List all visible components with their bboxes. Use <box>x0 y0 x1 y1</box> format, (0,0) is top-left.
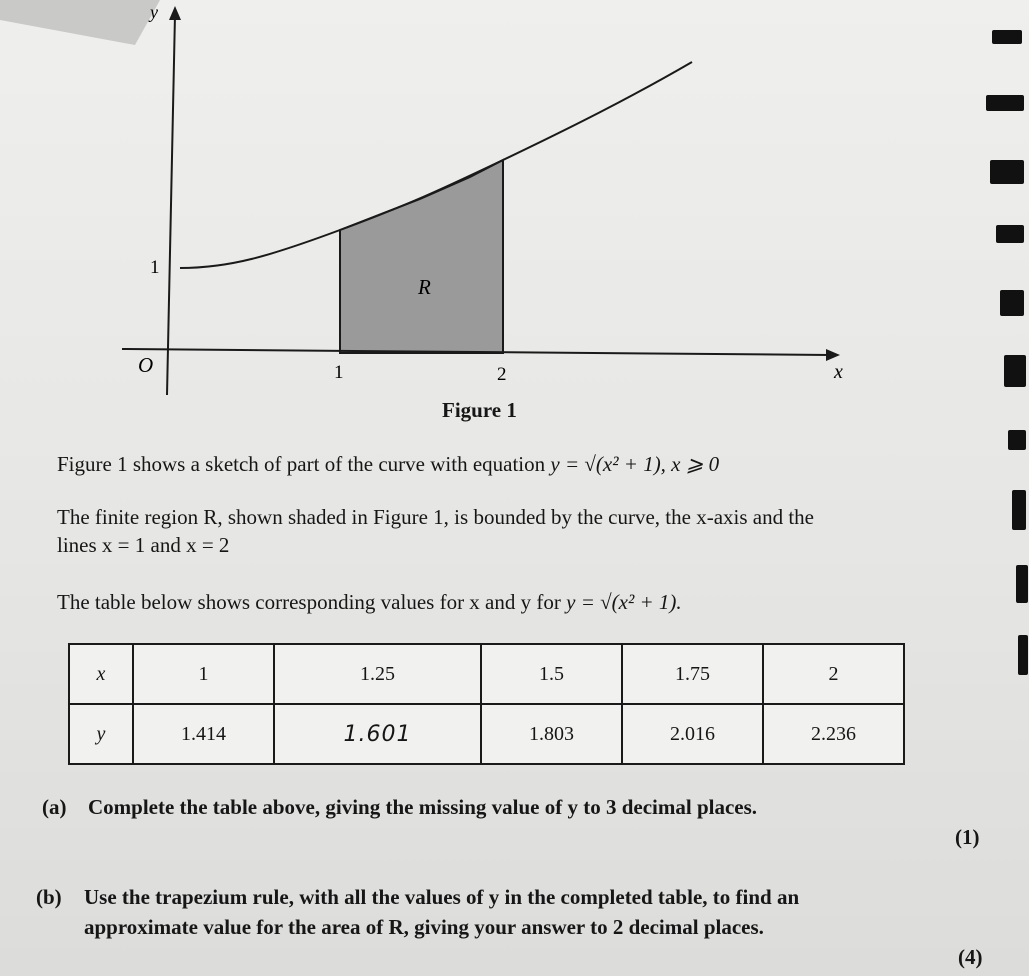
y-value: 2.016 <box>622 704 763 764</box>
x-value: 2 <box>763 644 904 704</box>
y-value: 2.236 <box>763 704 904 764</box>
y-header: y <box>69 704 133 764</box>
question-a-label: (a) <box>42 795 67 819</box>
x-value: 1 <box>133 644 274 704</box>
x-axis-arrow <box>826 349 840 361</box>
y-value: 1.414 <box>133 704 274 764</box>
table-intro-equation: y = √(x² + 1). <box>566 590 682 614</box>
binding-mark <box>1008 430 1026 450</box>
x-axis-label: x <box>834 361 843 383</box>
y-tick-label: 1 <box>150 257 160 278</box>
x-value: 1.5 <box>481 644 622 704</box>
x-tick-label-2: 2 <box>497 364 507 385</box>
y-value: 1.803 <box>481 704 622 764</box>
curve-equation: y = √(x² + 1), x ⩾ 0 <box>550 452 720 476</box>
table-intro <box>57 590 682 615</box>
x-value: 1.75 <box>622 644 763 704</box>
question-b-marks: (4) <box>958 945 983 969</box>
x-value: 1.25 <box>274 644 481 704</box>
region-r-shading <box>340 160 503 353</box>
binding-mark <box>1016 565 1028 603</box>
y-value-handwritten[interactable]: 1.601 <box>274 704 481 764</box>
x-row <box>69 644 904 704</box>
y-axis-arrow <box>169 6 181 20</box>
binding-mark <box>1012 490 1026 530</box>
y-axis <box>167 14 175 395</box>
y-axis-label: y <box>150 2 158 22</box>
question-a-text: Complete the table above, giving the missing value of y to 3 decimal places. <box>88 795 758 819</box>
table-intro-text: The table below shows corresponding values for x and y for <box>57 590 567 614</box>
x-header: x <box>69 644 133 704</box>
binding-mark <box>1018 635 1028 675</box>
x-tick-label-1: 1 <box>334 362 344 383</box>
region-line-2: lines x = 1 and x = 2 <box>57 533 230 557</box>
intro-paragraph <box>57 452 719 477</box>
figure-1-graph <box>0 0 1029 420</box>
question-b-label: (b) <box>36 885 62 909</box>
figure-caption: Figure 1 <box>442 398 517 422</box>
intro-text: Figure 1 shows a sketch of part of the curve with equation <box>57 452 551 476</box>
values-table <box>68 643 905 765</box>
question-b-line-1: Use the trapezium rule, with all the values of y in the completed table, to find an <box>84 885 800 909</box>
question-b-line-2: approximate value for the area of R, giving your answer to 2 decimal places. <box>84 915 764 939</box>
region-line-1: The finite region R, shown shaded in Figure 1, is bounded by the curve, the x-axis and the <box>57 505 815 529</box>
origin-label: O <box>138 353 154 377</box>
region-label: R <box>418 275 431 299</box>
y-row <box>69 704 904 764</box>
question-a-marks: (1) <box>955 825 980 849</box>
